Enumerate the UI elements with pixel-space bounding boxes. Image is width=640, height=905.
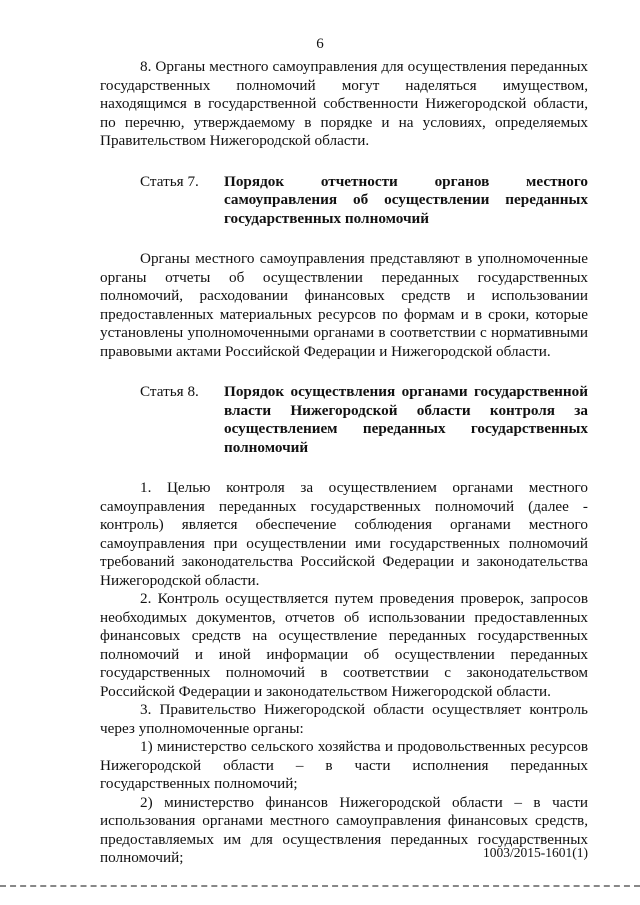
document-body xyxy=(100,58,588,868)
article-7-title: Порядок отчетности органов местного самоуправления об осуществлении переданных государственных полномочий xyxy=(224,172,588,227)
article-8-heading xyxy=(100,383,588,457)
page-number: 6 xyxy=(316,36,324,52)
article-8-item-1: 1) министерство сельского хозяйства и продовольственных ресурсов Нижегородской области – в части исполнения переданных государственных полномочий; xyxy=(100,738,588,792)
scan-edge-line xyxy=(0,885,640,887)
article-7-heading xyxy=(100,173,588,229)
article-8-paragraph-2: 2. Контроль осуществляется путем проведения проверок, запросов необходимых документов, отчетов об использовании предоставленных финансовых средств на осуществление переданных государственных полномочий и иной информации об осуществлении переданных государственных полномочий в соответствии с законодательством Российской Федерации и законодательством Нижегородской области. xyxy=(100,590,588,700)
article-8-title: Порядок осуществления органами государственной власти Нижегородской области контроля за осуществлением переданных государственных полномочий xyxy=(224,383,588,456)
article-8-paragraph-3: 3. Правительство Нижегородской области осуществляет контроль через уполномоченные органы: xyxy=(100,701,588,737)
article-8-paragraph-1: 1. Целью контроля за осуществлением органами местного самоуправления переданных государственных полномочий (далее - контроль) является обеспечение соблюдения органами местного самоуправления при осуществлении ими государственных полномочий требований законодательства Российской Федерации и законодательства Нижегородской области. xyxy=(100,479,588,589)
article-8-number: Статья 8. xyxy=(140,383,199,400)
document-code: 1003/2015-1601(1) xyxy=(483,845,588,860)
article-8-item-2: 2) министерство финансов Нижегородской области – в части использования органами местного самоуправления финансовых средств, предоставляемых им для осуществления переданных государственных полномочий; xyxy=(100,793,588,866)
paragraph-8: 8. Органы местного самоуправления для осуществления переданных государственных полномочий могут наделяться имуществом, находящимся в государственной собственности Нижегородской области, по перечню, утверждаемому в порядке и на условиях, определяемых Правительством Нижегородской области. xyxy=(100,58,588,149)
article-7-number: Статья 7. xyxy=(140,172,199,190)
article-7-paragraph: Органы местного самоуправления представляют в уполномоченные органы отчеты об осуществлении переданных государственных полномочий, расходовании финансовых средств и использовании предоставленных материальных ресурсов по формам и в сроки, которые установлены уполномоченными органами в соответствии с нормативными правовыми актами Российской Федерации и Нижегородской области. xyxy=(100,250,588,360)
